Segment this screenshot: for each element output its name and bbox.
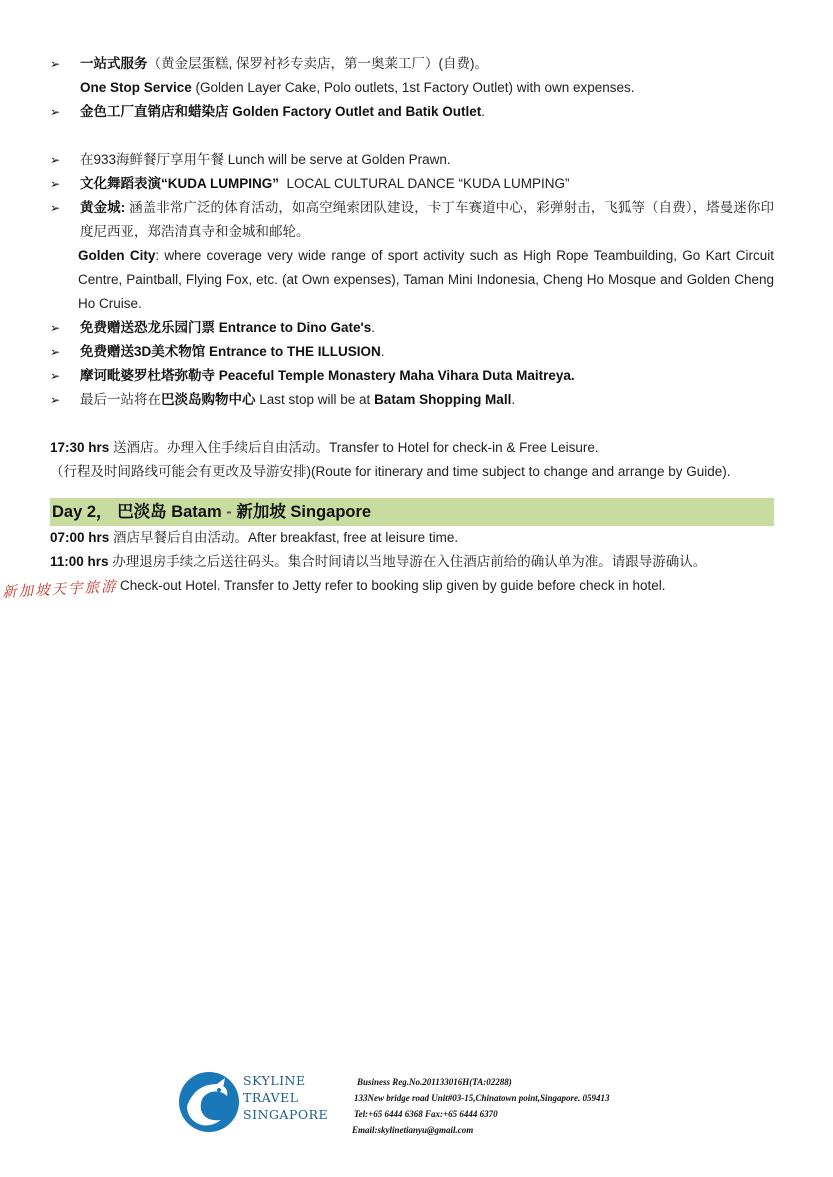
bullet-dino-gate bbox=[50, 316, 774, 340]
bullet-text: . bbox=[371, 320, 376, 335]
bullet-one-stop bbox=[50, 52, 774, 100]
golden-city-label: Golden City bbox=[78, 248, 156, 263]
day2-breakfast-line bbox=[50, 526, 774, 550]
bullet-text: . bbox=[481, 104, 486, 119]
day2-header bbox=[50, 498, 774, 526]
bullet-lead: 金色工厂直销店和蜡染店 Golden Factory Outlet and Batik Outlet bbox=[80, 104, 482, 119]
bullet-text: LOCAL CULTURAL DANCE “KUDA LUMPING” bbox=[279, 176, 570, 191]
bullet-text: 在933海鲜餐厅享用午餐 Lunch will be serve at Golden Prawn. bbox=[80, 152, 451, 167]
hotel-time: 17:30 hrs bbox=[50, 440, 110, 455]
day2-time: 11:00 hrs bbox=[50, 554, 109, 569]
arrow-bullet-icon: ➢ bbox=[50, 105, 61, 119]
footer bbox=[177, 1070, 677, 1140]
business-reg: Business Reg.No.201133016H(TA:02288) bbox=[357, 1077, 512, 1087]
bullet-last-stop bbox=[50, 388, 774, 412]
bullet-lead: 摩诃毗婆罗杜塔弥勒寺 Peaceful Temple Monastery Maha Vihara Duta Maitreya. bbox=[80, 368, 575, 383]
bullet-lead: 文化舞蹈表演“KUDA LUMPING” bbox=[80, 176, 279, 191]
logo-wordmark bbox=[243, 1072, 328, 1123]
itinerary-note: （行程及时间路线可能会有更改及导游安排)(Route for itinerary and time subject to change and arrange by Guide). bbox=[50, 464, 731, 479]
arrow-bullet-icon: ➢ bbox=[50, 177, 61, 191]
arrow-bullet-icon: ➢ bbox=[50, 321, 61, 335]
last-stop-text-en: Last stop will be at bbox=[255, 392, 375, 407]
day2-dash: - bbox=[221, 503, 237, 521]
day2-destination: 新加坡 Singapore bbox=[236, 503, 372, 521]
day2-text: 办理退房手续之后送往码头。集合时间请以当地导游在入住酒店前给的确认单为准。请跟导游确认。 bbox=[108, 554, 707, 569]
logo-line: TRAVEL bbox=[243, 1090, 299, 1105]
day2-checkout-en: Check-out Hotel. Transfer to Jetty refer to booking slip given by guide before check in hotel. bbox=[120, 578, 666, 593]
day2-title: Day 2， 巴淡岛 Batam bbox=[52, 503, 222, 521]
bullet-golden-factory bbox=[50, 100, 774, 124]
bullet-kuda-lumping bbox=[50, 172, 774, 196]
arrow-bullet-icon: ➢ bbox=[50, 153, 61, 167]
golden-city-description bbox=[50, 244, 774, 316]
bullet-illusion bbox=[50, 340, 774, 364]
bullet-lead: 免费赠送3D美术物馆 Entrance to THE ILLUSION bbox=[80, 344, 381, 359]
company-phone: Tel:+65 6444 6368 Fax:+65 6444 6370 bbox=[354, 1109, 498, 1119]
bullet-temple bbox=[50, 364, 774, 388]
bullet-text: 涵盖非常广泛的体育活动，如高空绳索团队建设，卡丁车赛道中心，彩弹射击，飞狐等（自费），塔曼迷你印度尼西亚，郑浩清真寺和金城和邮轮。 bbox=[80, 200, 774, 239]
bullet-text: . bbox=[380, 344, 385, 359]
company-address: 133New bridge road Unit#03-15,Chinatown point,Singapore. 059413 bbox=[354, 1093, 610, 1103]
day2-time: 07:00 hrs bbox=[50, 530, 110, 545]
logo-line: SINGAPORE bbox=[243, 1107, 329, 1122]
last-stop-text: 最后一站将在 bbox=[80, 392, 161, 407]
arrow-bullet-icon: ➢ bbox=[50, 345, 61, 359]
hotel-text: 送酒店。办理入住手续后自由活动。Transfer to Hotel for check-in & Free Leisure. bbox=[109, 440, 599, 455]
itinerary-document bbox=[50, 52, 774, 598]
arrow-bullet-icon: ➢ bbox=[50, 393, 61, 407]
bullet-lead: 一站式服务 bbox=[80, 56, 148, 71]
last-stop-period: . bbox=[511, 392, 516, 407]
bullet-text-en: (Golden Layer Cake, Polo outlets, 1st Factory Outlet) with own expenses. bbox=[191, 80, 635, 95]
bullet-lead: 黄金城: bbox=[80, 200, 126, 215]
golden-city-text: : where coverage very wide range of sport activity such as High Rope Teambuilding, Go Kart Circuit Centre, Paintball, Flying Fox, etc. (at Own expenses), Taman Mini Indonesia, Cheng Ho Mosque and Golden Cheng Ho Cruise. bbox=[78, 248, 774, 311]
bullet-lead-en: One Stop Service bbox=[80, 80, 192, 95]
bullet-golden-city bbox=[50, 196, 774, 244]
last-stop-place-cn: 巴淡岛购物中心 bbox=[161, 392, 256, 407]
company-email: Email:skylinetianyu@gmail.com bbox=[352, 1125, 474, 1135]
last-stop-place-en: Batam Shopping Mall bbox=[374, 392, 512, 407]
skyline-dragon-logo-icon bbox=[177, 1070, 241, 1134]
arrow-bullet-icon: ➢ bbox=[50, 369, 61, 383]
day2-checkout-line bbox=[50, 550, 774, 574]
company-info bbox=[352, 1074, 610, 1138]
watermark-stamp: 新加坡天宇旅游 bbox=[1, 578, 118, 602]
arrow-bullet-icon: ➢ bbox=[50, 201, 61, 215]
logo-line: SKYLINE bbox=[243, 1073, 306, 1088]
bullet-text: （黄金层蛋糕, 保罗衬衫专卖店，第一奥莱工厂）(自费)。 bbox=[147, 56, 488, 71]
bullet-lead: 免费赠送恐龙乐园门票 Entrance to Dino Gate's bbox=[80, 320, 372, 335]
hotel-transfer-line bbox=[50, 436, 774, 460]
bullet-lunch bbox=[50, 148, 774, 172]
arrow-bullet-icon: ➢ bbox=[50, 57, 61, 71]
day2-text: 酒店早餐后自由活动。After breakfast, free at leisure time. bbox=[109, 530, 459, 545]
